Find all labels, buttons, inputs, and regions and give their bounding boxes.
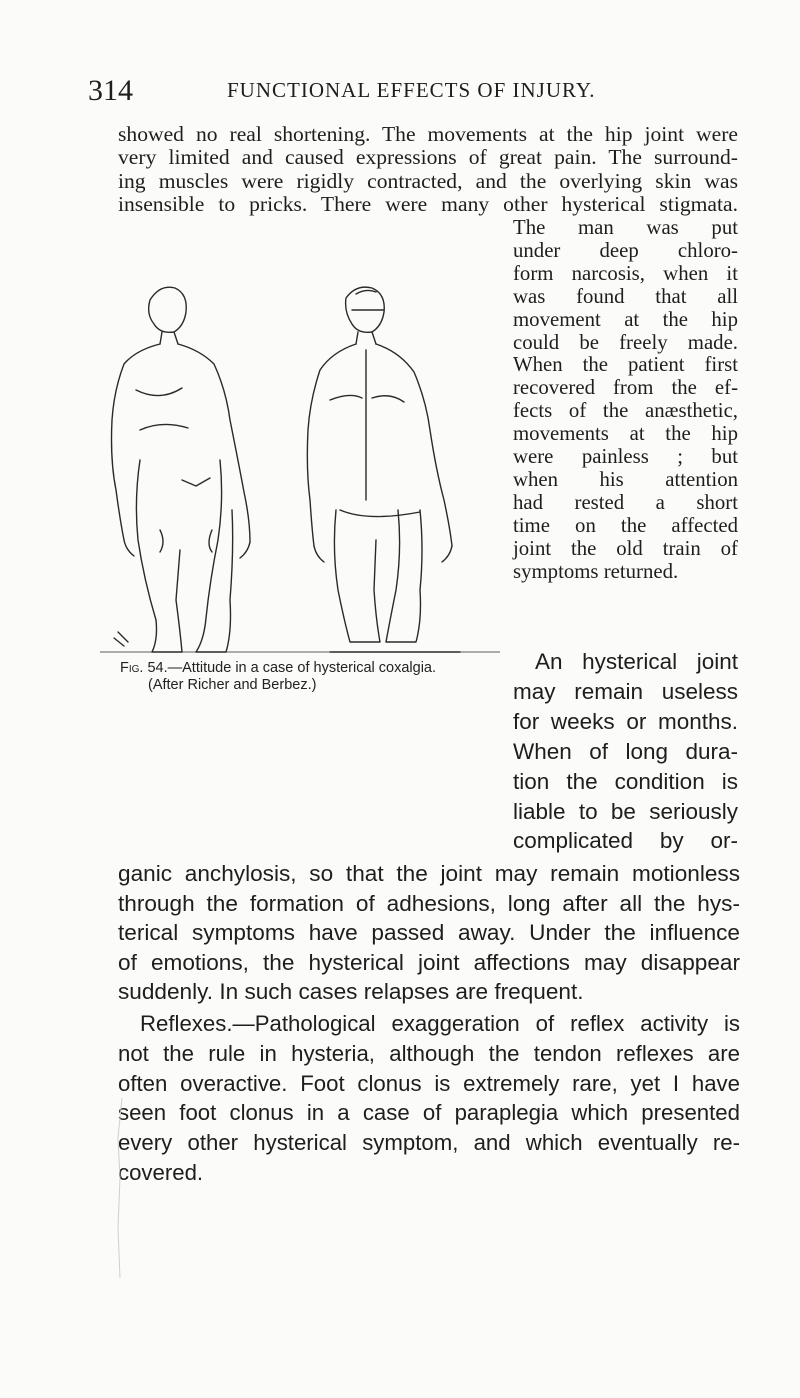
caption-line-1 [120, 660, 436, 676]
text-line: for weeks or months. [513, 708, 738, 734]
text-line: time on the affected [513, 513, 738, 537]
running-head: FUNCTIONAL EFFECTS OF INJURY. [227, 78, 596, 102]
text-line: terical symptoms have passed away. Under the influence [118, 920, 740, 945]
text-line: was found that all [513, 284, 738, 308]
text-line: often overactive. Foot clonus is extremely rare, yet I have [118, 1070, 740, 1096]
text-line: form narcosis, when it [513, 261, 738, 285]
figure-caption [120, 660, 510, 694]
text-line: could be freely made. [513, 330, 738, 354]
text-line: movement at the hip [513, 307, 738, 331]
text-line: joint the old train of [513, 536, 738, 560]
text-line: insensible to pricks. There were many other hysterical stigmata. [118, 192, 738, 217]
caption-text: —Attitude in a case of hysterical coxalgia. [167, 660, 437, 676]
text-line: may remain useless [513, 678, 738, 704]
figure-illustration [100, 280, 500, 658]
text-line [118, 1009, 740, 1039]
text-line: of emotions, the hysterical joint affections may disappear [118, 949, 740, 975]
text-line: suddenly. In such cases relapses are frequent. [118, 979, 584, 1004]
text-line: complicated by or- [513, 828, 738, 854]
text-line: ing muscles were rigidly contracted, and the overlying skin was [118, 168, 738, 193]
text-line: liable to be seriously [513, 798, 738, 824]
text-line: every other hysterical symptom, and which eventually re- [118, 1130, 740, 1156]
caption-line-2: (After Richer and Berbez.) [148, 677, 317, 693]
paragraph-3 [118, 1009, 740, 1188]
text-line: ganic anchylosis, so that the joint may remain motionless [118, 861, 740, 886]
text-line: seen foot clonus in a case of paraplegia which presented [118, 1100, 740, 1126]
text-line: The man was put [513, 216, 738, 239]
paragraph-1-full [118, 123, 738, 217]
text-line: tion the condition is [513, 768, 738, 794]
paragraph-2-side [513, 647, 738, 856]
text-line: showed no real shortening. The movements at the hip joint were [118, 122, 738, 146]
text-line: When the patient first [513, 353, 738, 377]
text-line: not the rule in hysteria, although the tendon reflexes are [118, 1040, 740, 1066]
figure-label: Fig. 54. [120, 660, 168, 676]
text-line: movements at the hip [513, 422, 738, 446]
text-line: under deep chloro- [513, 238, 738, 262]
front-view-figure [112, 287, 251, 652]
page-number: 314 [88, 74, 133, 107]
text-line: An hysterical joint [535, 649, 738, 674]
text-line: were painless ; but [513, 445, 738, 469]
margin-pencil-mark [88, 1098, 128, 1398]
text-line: had rested a short [513, 490, 738, 514]
text-line: when his attention [513, 467, 738, 491]
text-line: When of long dura- [513, 738, 738, 764]
text-line: covered. [118, 1159, 204, 1185]
text-line: symptoms returned. [513, 559, 679, 583]
text-line: very limited and caused expressions of great pain. The surround- [118, 145, 738, 170]
paragraph-2-full [118, 859, 740, 1007]
text-line: fects of the anæsthetic, [513, 399, 738, 423]
paragraph-1-side [513, 217, 738, 584]
text-line: through the formation of adhesions, long after all the hys- [118, 890, 740, 916]
text-fragment: —Pathological exaggeration of reflex activity is [232, 1011, 740, 1036]
section-heading-reflexes: Reflexes. [140, 1011, 233, 1036]
text-line: recovered from the ef- [513, 376, 738, 400]
back-view-figure [307, 287, 460, 652]
